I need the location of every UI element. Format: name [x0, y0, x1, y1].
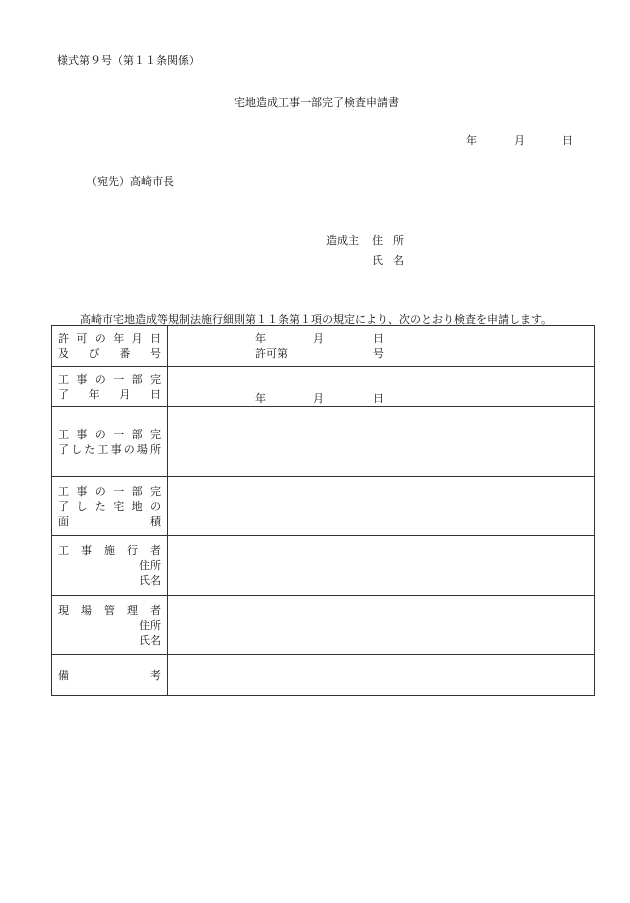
document-title: 宅地造成工事一部完了検査申請書	[234, 96, 399, 109]
date-month-label: 月	[514, 134, 525, 147]
intro-text: 高崎市宅地造成等規制法施行細則第１１条第１項の規定により、次のとおり検査を申請します。	[80, 313, 553, 326]
permit-value-cell[interactable]	[168, 326, 595, 367]
contractor-address-label: 住所	[139, 559, 161, 572]
work-location-label-cell	[52, 407, 168, 477]
permit-year-label: 年	[255, 332, 266, 345]
label-line: 面積	[58, 515, 161, 528]
site-area-value-cell[interactable]	[168, 477, 595, 536]
label-line: 工事の一部完	[58, 485, 161, 498]
remarks-value-cell[interactable]	[168, 655, 595, 696]
label-line: 及び番号	[58, 347, 161, 360]
table-row	[52, 655, 595, 696]
site-manager-label-cell	[52, 596, 168, 655]
table-row	[52, 596, 595, 655]
table-row	[52, 536, 595, 596]
date-year-label: 年	[466, 134, 477, 147]
site-manager-value-cell[interactable]	[168, 596, 595, 655]
applicant-address-label: 住所	[372, 234, 414, 247]
table-row	[52, 326, 595, 367]
completion-date-label-cell	[52, 367, 168, 407]
contractor-label-cell	[52, 536, 168, 596]
completion-date-value-cell[interactable]	[168, 367, 595, 407]
table-row	[52, 407, 595, 477]
site-manager-address-label: 住所	[139, 619, 161, 632]
label-line: 工事の一部完	[58, 428, 161, 441]
table-row	[52, 477, 595, 536]
label-line: 了した宅地の	[58, 500, 161, 513]
contractor-value-cell[interactable]	[168, 536, 595, 596]
contractor-name-label: 氏名	[139, 574, 161, 587]
site-manager-name-label: 氏名	[139, 634, 161, 647]
label-line: 工事の一部完	[58, 373, 161, 386]
permit-number-suffix: 号	[373, 347, 384, 360]
permit-month-label: 月	[313, 332, 324, 345]
date-day-label: 日	[562, 134, 573, 147]
remarks-label-cell	[52, 655, 168, 696]
completion-day-label: 日	[373, 392, 384, 405]
work-location-value-cell[interactable]	[168, 407, 595, 477]
label-line: 備考	[58, 669, 161, 682]
label-line: 許可の年月日	[58, 332, 161, 345]
applicant-label: 造成主	[326, 234, 359, 247]
label-line: 了した工事の場所	[58, 443, 161, 456]
label-line: 工事施行者	[58, 544, 161, 557]
addressee: （宛先）高崎市長	[86, 175, 174, 188]
permit-label-cell	[52, 326, 168, 367]
applicant-name-label: 氏名	[372, 254, 414, 267]
completion-year-label: 年	[255, 392, 266, 405]
permit-day-label: 日	[373, 332, 384, 345]
form-number: 様式第９号（第１１条関係）	[57, 54, 200, 67]
label-line: 現場管理者	[58, 604, 161, 617]
permit-number-prefix: 許可第	[255, 347, 288, 360]
label-line: 了年月日	[58, 388, 161, 401]
completion-month-label: 月	[313, 392, 324, 405]
table-row	[52, 367, 595, 407]
inspection-form-table	[51, 325, 595, 696]
site-area-label-cell	[52, 477, 168, 536]
